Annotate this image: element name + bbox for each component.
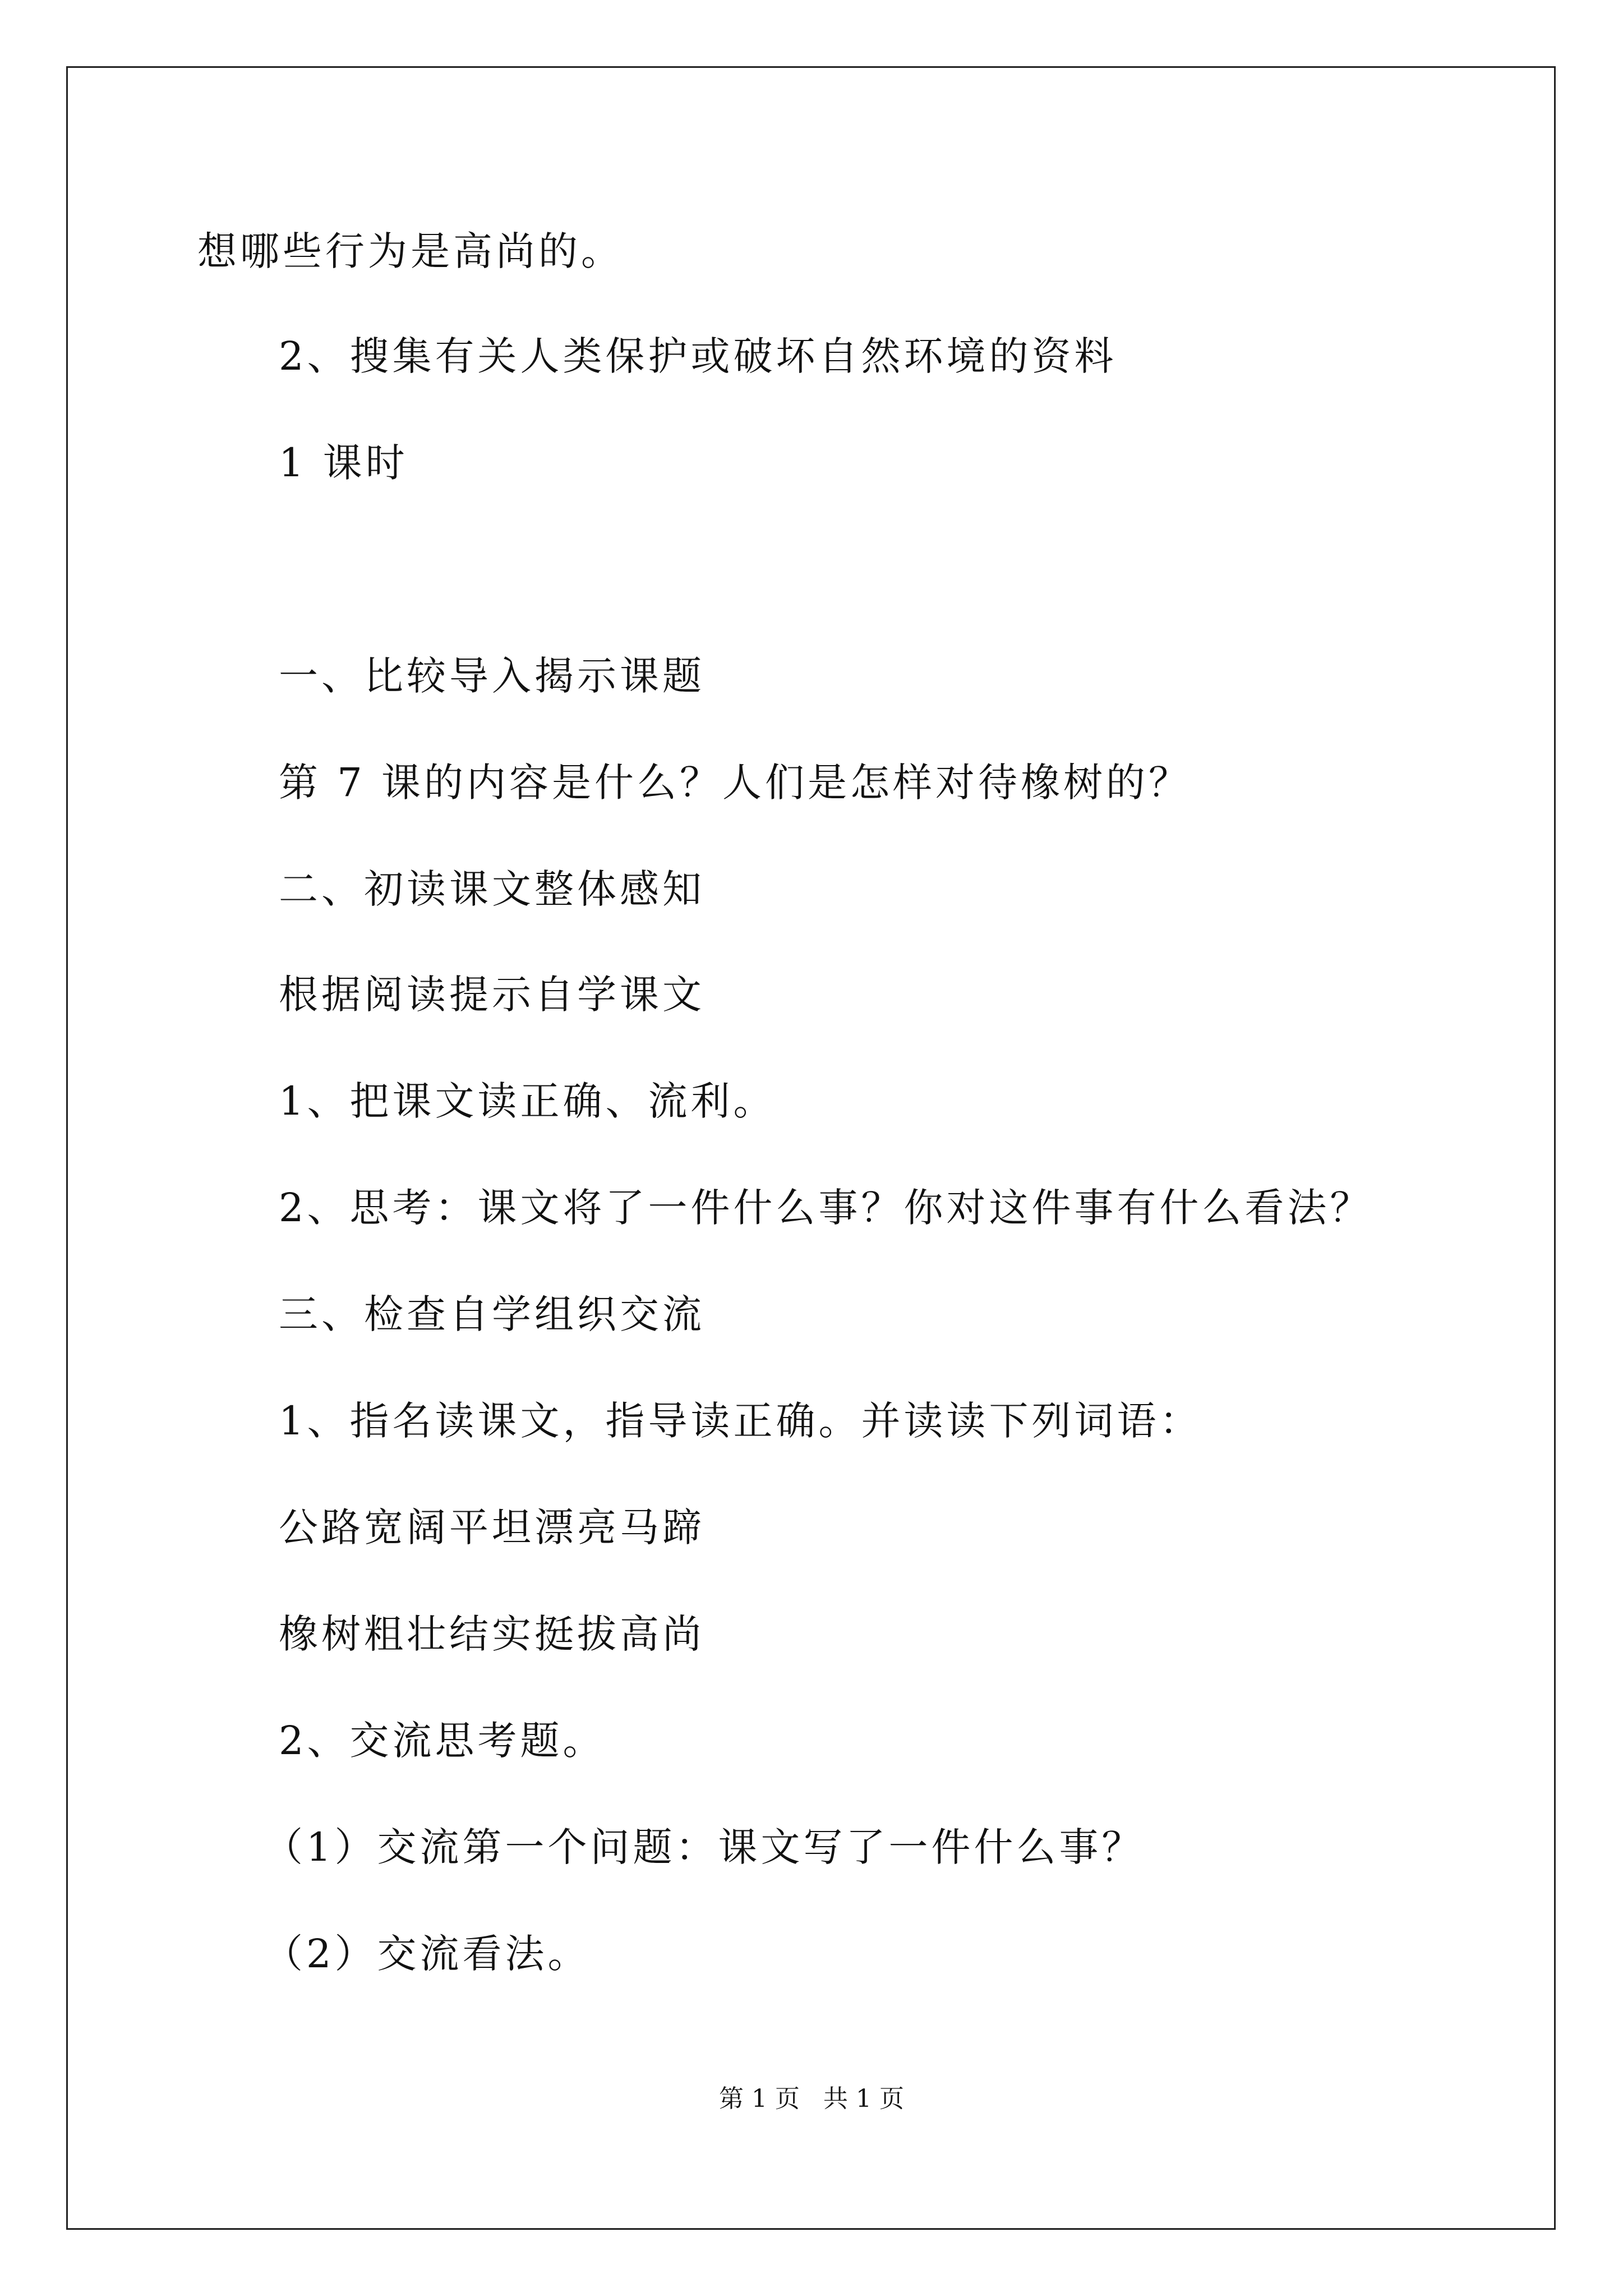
text-line-6: 二、初读课文整体感知 [279, 866, 705, 912]
text-line-14: 2、交流思考题。 [279, 1718, 606, 1764]
text-line-3: 1 课时 [279, 440, 408, 486]
text-line-4: 一、比较导入揭示课题 [279, 653, 705, 699]
text-line-7: 根据阅读提示自学课文 [279, 972, 705, 1018]
text-line-16: （2）交流看法。 [264, 1931, 591, 1977]
text-line-15: （1）交流第一个问题：课文写了一件什么事？ [264, 1824, 1145, 1870]
text-line-10: 三、检查自学组织交流 [279, 1291, 705, 1337]
text-line-13: 橡树粗壮结实挺拔高尚 [279, 1611, 705, 1657]
text-line-12: 公路宽阔平坦漂亮马蹄 [279, 1504, 705, 1550]
page-border [66, 66, 1556, 2230]
text-line-9: 2、思考：课文将了一件什么事？你对这件事有什么看法？ [279, 1185, 1373, 1231]
text-line-11: 1、指名读课文，指导读正确。并读读下列词语： [279, 1398, 1202, 1444]
page-footer: 第 1 页 共 1 页 [719, 2085, 904, 2113]
text-line-1: 想哪些行为是高尚的。 [197, 228, 624, 274]
text-line-8: 1、把课文读正确、流利。 [279, 1078, 776, 1124]
text-line-2: 2、搜集有关人类保护或破坏自然环境的资料 [279, 333, 1117, 379]
text-line-5: 第 7 课的内容是什么？人们是怎样对待橡树的？ [279, 760, 1192, 806]
